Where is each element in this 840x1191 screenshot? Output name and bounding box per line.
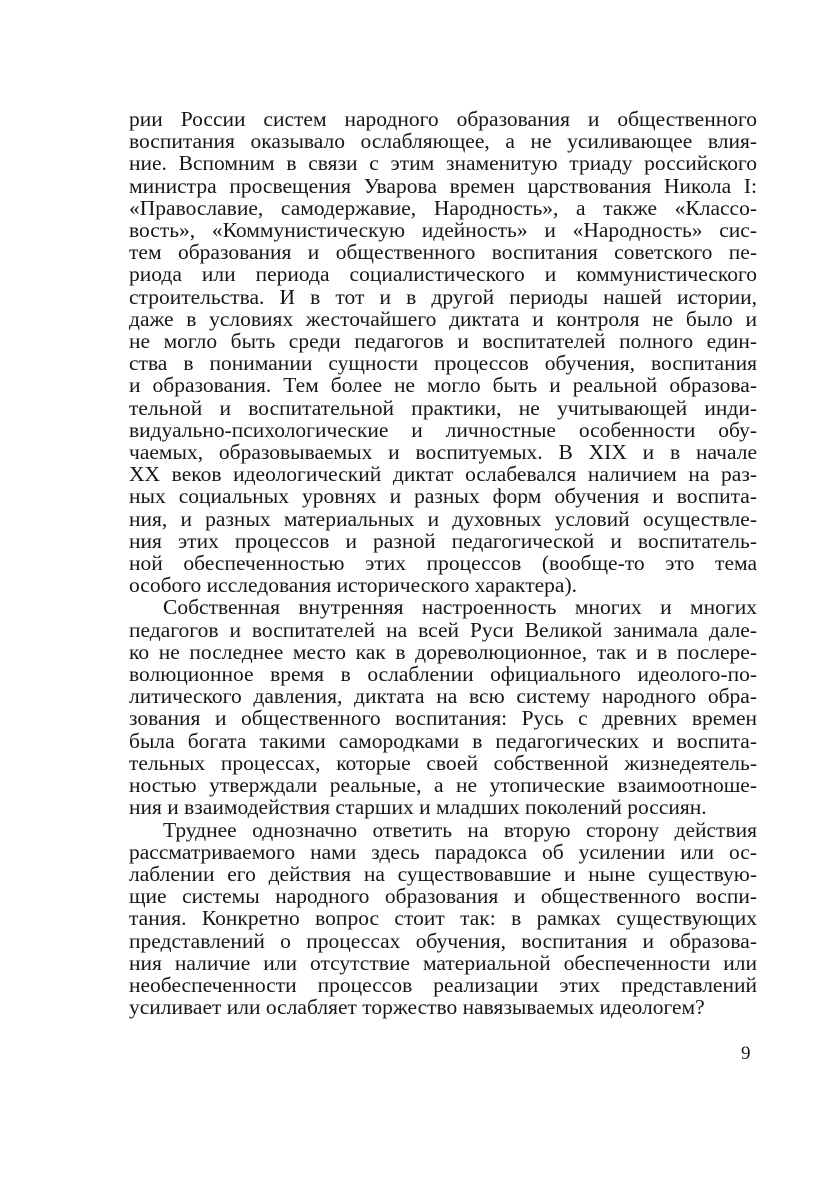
text-line: Собственная внутренняя настроенность многих и многих <box>163 595 757 620</box>
text-line: волюционное время в ослаблении официального идеолого-по- <box>129 662 757 687</box>
text-line: тем образования и общественного воспитания советского пе- <box>129 240 757 265</box>
text-line: ных социальных уровнях и разных форм обучения и воспита- <box>129 484 757 509</box>
text-line: даже в условиях жесточайшего диктата и контроля не было и <box>129 306 757 331</box>
text-line: ства в понимании сущности процессов обучения, воспитания <box>129 351 757 376</box>
page-number: 9 <box>741 1043 751 1064</box>
text-line: ния этих процессов и разной педагогической и воспитатель- <box>129 528 757 553</box>
text-line: ностью утверждали реальные, а не утопические взаимоотноше- <box>129 773 757 798</box>
text-line: была богата такими самородками в педагогических и воспита- <box>129 728 757 753</box>
text-line: XX веков идеологический диктат ослабевался наличием на раз- <box>129 462 757 487</box>
text-line: строительства. И в тот и в другой периоды нашей истории, <box>129 284 757 309</box>
text-line: щие системы народного образования и общественного воспи- <box>129 884 757 909</box>
text-line: тания. Конкретно вопрос стоит так: в рамках существующих <box>129 906 757 931</box>
text-line: литического давления, диктата на всю систему народного обра- <box>129 684 757 709</box>
text-line: педагогов и воспитателей на всей Руси Великой занимала дале- <box>129 617 757 642</box>
text-line: особого исследования исторического характера). <box>129 573 577 598</box>
paragraph <box>129 819 757 1019</box>
body-text <box>129 108 757 1018</box>
text-line: усиливает или ослабляет торжество навязываемых идеологем? <box>129 995 705 1020</box>
text-line: вость», «Коммунистическую идейность» и «Народность» сис- <box>129 218 757 243</box>
text-line: ния и взаимодействия старших и младших поколений россиян. <box>129 795 707 820</box>
text-line: необеспеченности процессов реализации этих представлений <box>129 972 757 997</box>
text-line: ние. Вспомним в связи с этим знаменитую триаду российского <box>129 151 757 176</box>
text-line: риода или периода социалистического и коммунистического <box>129 262 757 287</box>
text-line: «Православие, самодержавие, Народность», а также «Классо- <box>129 195 757 220</box>
text-line: лаблении его действия на существовавшие и ныне существую- <box>129 861 757 886</box>
text-line: воспитания оказывало ослабляющее, а не усиливающее влия- <box>129 129 757 154</box>
text-line: министра просвещения Уварова времен царствования Никола I: <box>129 173 757 198</box>
text-line: зования и общественного воспитания: Русь с древних времен <box>129 706 757 731</box>
text-line: чаемых, образовываемых и воспитуемых. В XIX и в начале <box>129 440 757 465</box>
paragraph <box>129 108 757 596</box>
text-line: и образования. Тем более не могло быть и реальной образова- <box>129 373 757 398</box>
text-line: ния наличие или отсутствие материальной обеспеченности или <box>129 950 757 975</box>
text-line: видуально-психологические и личностные особенности обу- <box>129 417 757 442</box>
text-line: не могло быть среди педагогов и воспитателей полного един- <box>129 329 757 354</box>
text-line: рассматриваемого нами здесь парадокса об усилении или ос- <box>129 839 757 864</box>
text-line: рии России систем народного образования и общественного <box>129 107 757 131</box>
text-line: тельной и воспитательной практики, не учитывающей инди- <box>129 395 757 420</box>
text-line: представлений о процессах обучения, воспитания и образова- <box>129 928 757 953</box>
text-line: ния, и разных материальных и духовных условий осуществле- <box>129 506 757 531</box>
text-line: ной обеспеченностью этих процессов (вообще-то это тема <box>129 551 757 576</box>
text-line: Труднее однозначно ответить на вторую сторону действия <box>163 817 757 842</box>
text-line: тельных процессах, которые своей собственной жизнедеятель- <box>129 750 757 775</box>
text-line: ко не последнее место как в дореволюционное, так и в послере- <box>129 639 757 664</box>
paragraph <box>129 596 757 818</box>
